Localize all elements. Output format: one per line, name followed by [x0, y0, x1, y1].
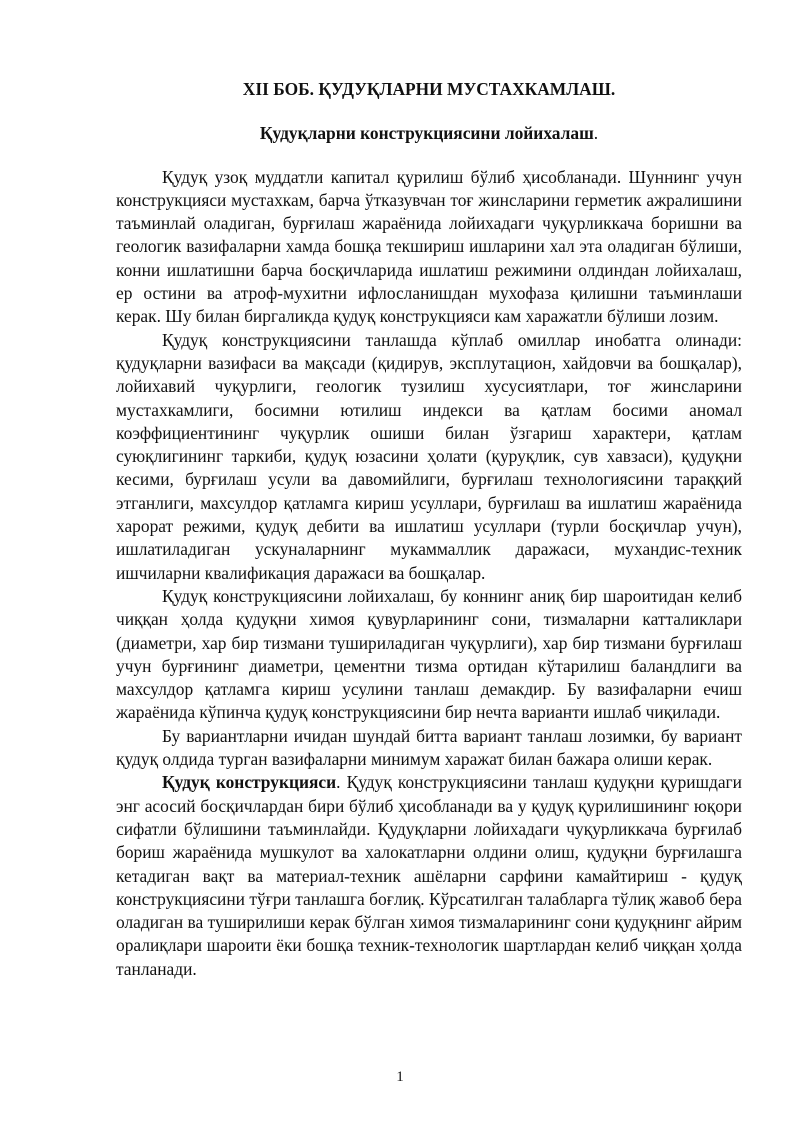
section-subtitle-text: Қудуқларни конструкциясини лойихалаш — [259, 123, 594, 144]
paragraph-2: Қудуқ конструкциясини танлашда кўплаб омиллар инобатга олинади: қудуқларни вазифаси ва мақсади (қидирув, эксплутацион, хайдовчи ва бошқалар), лойихавий чуқурлиги, геологик тузилиш хусусиятлари, тоғ жинсларини мустахкамлиги, босимни ютилиш индекси ва қатлам босими аномал коэффициентининг чуқурлик ошиши билан ўзгариш характери, қатлам суюқлигининг таркиби, қудуқ юзасини ҳолати (қуруқлик, сув хавзаси), қудуқни кесими, бурғилаш усули ва давомийлиги, бурғилаш технологиясини тараққий этганлиги, махсулдор қатламга кириш усуллари, бурғилаш ва ишлатиш жараёнида харорат режими, қудуқ дебити ва ишлатиш усуллари (турли босқичлар учун), ишлатиладиган ускуналарнинг мукаммаллик даражаси, мухандис-техник ишчиларни квалификация даражаси ва бошқалар. — [116, 329, 742, 583]
paragraph-1: Қудуқ узоқ муддатли капитал қурилиш бўлиб ҳисобланади. Шуннинг учун конструкцияси мустахкам, барча ўтказувчан тоғ жинсларини герметик ажралишини таъминлай оладиган, бурғилаш жараёнида лойихадаги чуқурликкача боришни ва геологик вазифаларни хамда бошқа текшириш ишларини хал эта оладиган бўлиши, конни ишлатишни барча босқичларида ишлатиш режимини олдиндан лойихалаш, ер остини ва атроф-мухитни ифлосланишдан мухофаза қилишни таъминлаши керак. Шу билан биргаликда қудуқ конструкцияси кам харажатли бўлиши лозим. — [116, 166, 742, 327]
paragraph-5-body: . Қудуқ конструкциясини танлаш қудуқни қуришдаги энг асосий босқичлардан бири бўлиб ҳисобланади ва у қудуқ қурилишининг юқори сифатли бўлишини таъминлайди. Қудуқларни лойихадаги чуқурликкача бурғилаб бориш жараёнида мушкулот ва халокатларни олдини олиш, қудуқни бурғилашга кетадиган вақт ва материал-техник ашёларни сарфини камайтириш - қудуқ конструкциясини тўғри танлашга боғлиқ. Кўрсатилган талабларга тўлиқ жавоб бера оладиган ва туширилиши керак бўлган химоя тизмаларининг сони қудуқнинг айрим оралиқлари шароити ёки бошқа техник-технологик шартлардан келиб чиққан ҳолда танланади. — [116, 772, 742, 979]
paragraph-5-lead-term: Қудуқ конструкцияси — [162, 772, 337, 793]
chapter-title: XII БОБ. ҚУДУҚЛАРНИ МУСТАХКАМЛАШ. — [242, 79, 616, 99]
paragraph-4: Бу вариантларни ичидан шундай битта вариант танлаш лозимки, бу вариант қудуқ олдида турган вазифаларни минимум харажат билан бажара олиши керак. — [116, 725, 742, 770]
section-subtitle-period: . — [593, 123, 599, 144]
paragraph-5 — [116, 771, 742, 981]
section-subtitle — [116, 122, 742, 145]
page-number: 1 — [396, 1069, 404, 1085]
paragraph-3: Қудуқ конструкциясини лойихалаш, бу коннинг аниқ бир шароитидан келиб чиққан ҳолда қудуқни химоя қувурларининг сони, тизмаларни катталиклари (диаметри, хар бир тизмани тушириладиган чуқурлиги), хар бир тизмани бурғилаш учун бурғининг диаметри, цементни тизма ортидан кўтарилиш баландлиги ва махсулдор қатламга кириш усулини танлаш демакдир. Бу вазифаларни ечиш жараёнида кўпинча қудуқ конструкциясини бир нечта варианти ишлаб чиқилади. — [116, 585, 742, 723]
